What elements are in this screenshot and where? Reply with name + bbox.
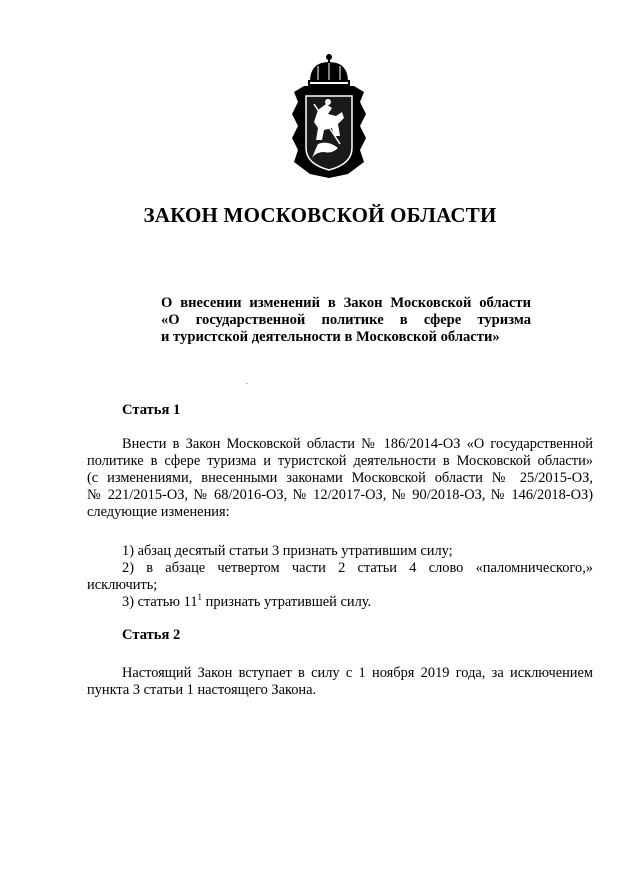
article-1-items bbox=[87, 543, 593, 611]
document-title: ЗАКОН МОСКОВСКОЙ ОБЛАСТИ bbox=[143, 203, 497, 227]
article-2-line: Настоящий Закон вступает в силу с 1 ноября 2019 года, за исключением bbox=[122, 665, 593, 681]
item-3-suffix: признать утратившей силу. bbox=[202, 594, 372, 610]
article-1-item-2-cont: исключить; bbox=[87, 577, 158, 593]
scan-speck bbox=[246, 383, 248, 384]
article-1-intro bbox=[87, 436, 593, 521]
article-1-line: № 221/2015-ОЗ, № 68/2016-ОЗ, № 12/2017-ОЗ, № 90/2018-ОЗ, № 146/2018-ОЗ) bbox=[87, 487, 593, 503]
subtitle-line: «О государственной политике в сфере туризма bbox=[161, 312, 531, 328]
article-1-item-3 bbox=[87, 594, 593, 611]
article-1-line: политике в сфере туризма и туристской деятельности в Московской области» bbox=[87, 453, 593, 469]
article-1-line: (с изменениями, внесенными законами Московской области № 25/2015-ОЗ, bbox=[87, 470, 593, 486]
article-1-line: Внести в Закон Московской области № 186/2014-ОЗ «О государственной bbox=[122, 436, 593, 452]
item-3-superscript: 1 bbox=[197, 592, 203, 602]
article-1-item-2: 2) в абзаце четвертом части 2 статьи 4 слово «паломнического,» bbox=[122, 560, 593, 576]
law-subtitle bbox=[161, 295, 531, 346]
article-1-item-1: 1) абзац десятый статьи 3 признать утратившим силу; bbox=[122, 543, 453, 559]
subtitle-line: О внесении изменений в Закон Московской области bbox=[161, 295, 531, 311]
article-1-line: следующие изменения: bbox=[87, 504, 230, 520]
article-2-heading: Статья 2 bbox=[122, 627, 181, 643]
coat-of-arms-icon bbox=[288, 52, 370, 180]
article-1-heading: Статья 1 bbox=[122, 402, 181, 418]
article-2-line: пункта 3 статьи 1 настоящего Закона. bbox=[87, 682, 317, 698]
article-2-text bbox=[87, 665, 593, 699]
item-3-prefix: 3) статью 11 bbox=[122, 594, 198, 610]
subtitle-line: и туристской деятельности в Московской области» bbox=[161, 329, 500, 345]
